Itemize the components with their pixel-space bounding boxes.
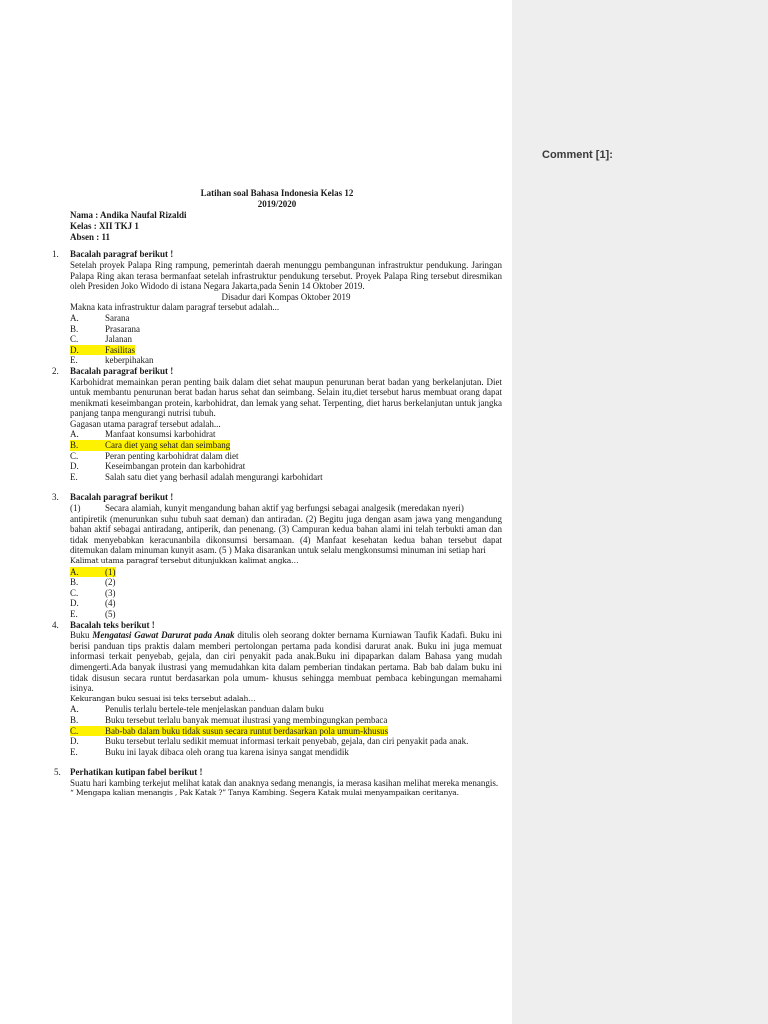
option-letter: A. <box>70 704 79 715</box>
option-text: (2) <box>105 577 116 588</box>
option-letter: C. <box>70 450 79 461</box>
document-body <box>52 188 502 799</box>
answer-option <box>70 313 502 324</box>
option-letter: E. <box>70 355 78 366</box>
question-heading: Bacalah teks berikut ! <box>70 619 155 630</box>
option-text: (4) <box>105 598 116 609</box>
question-3 <box>52 492 502 619</box>
highlighted-answer <box>70 345 135 356</box>
answer-option <box>70 726 502 737</box>
question-paragraph: Karbohidrat memainkan peran penting baik dalam diet sehat maupun penurunan berat badan yang berkelanjutan. Diet untuk membantu penurunan berat badan harus sehat dan seimbang. Selain itu,diet tersebut harus membuat orang dapat menikmati keseimbangan protein, karbohidrat, dan lemak yang sehat. Terpenting, diet harus berkelanjutan untuk jangka panjang tanpa mengurangi nutrisi tubuh. <box>70 376 502 419</box>
highlighted-answer <box>70 567 116 578</box>
option-text: Cara diet yang sehat dan seimbang <box>105 440 231 451</box>
answer-option <box>70 588 502 599</box>
option-letter: B. <box>70 440 79 451</box>
option-letter: D. <box>70 598 79 609</box>
answer-option <box>70 704 502 715</box>
option-text: Penulis terlalu bertele-tele menjelaskan panduan dalam buku <box>105 704 324 715</box>
answer-option <box>70 609 502 620</box>
paragraph-rest: ditulis oleh seorang dokter bernama Kurniawan Taufik Kadafi. Buku ini berisi panduan tips praktis dalam memberi pertolongan pertama pada kondisi darurat anak. Buku ini juga memuat informasi terkait penyebab, gejala, dan ciri penyakit pada anak.Buku ini dipaparkan dalam Bahasa yang mudah dimengerti.Ada banyak ilustrasi yang memudahkan kita dalam pemberian tindakan pertama. Bab bab dalam buku ini tidak disusun secara runtut berdasarkan pola umum- khusus sehingga membuat pembaca kebingungan memahami isinya. <box>70 630 502 694</box>
question-number: 2. <box>52 365 59 376</box>
option-text: (1) <box>105 566 116 577</box>
highlighted-answer <box>70 440 230 451</box>
answer-option <box>70 440 502 451</box>
option-letter: B. <box>70 323 79 334</box>
option-list <box>70 429 502 482</box>
option-letter: D. <box>70 344 79 355</box>
fable-quote: “ Mengapa kalian menangis , Pak Katak ?” Tanya Kambing. Segera Katak mulai menyampaikan ceritanya. <box>70 788 459 798</box>
question-prompt: Makna kata infrastruktur dalam paragraf tersebut adalah... <box>70 302 280 313</box>
answer-option <box>70 345 502 356</box>
option-text: Buku ini layak dibaca oleh orang tua karena isinya sangat mendidik <box>105 746 349 757</box>
sentence-text: Secara alamiah, kunyit mengandung bahan aktif yag berfungsi sebagai analgesik (meredakan nyeri) <box>105 503 464 514</box>
question-prompt: Kalimat utama paragraf tersebut ditunjukkan kalimat angka… <box>70 556 299 566</box>
question-number: 4. <box>52 619 59 630</box>
question-4 <box>52 620 502 758</box>
question-heading: Bacalah paragraf berikut ! <box>70 492 174 503</box>
option-text: Sarana <box>105 312 130 323</box>
student-info <box>52 210 502 242</box>
comment-pane <box>512 0 768 1024</box>
option-letter: D. <box>70 461 79 472</box>
question-paragraph: antipiretik (menurunkan suhu tubuh saat deman) dan antiradan. (2) Begitu juga dengan asam jawa yang mengandung bahan aktif sebagai antiradang, antiperik, dan penenang. (3) Campuran kedua bahan alami ini telah terbukti aman dan tidak menyebabkan keracunanbila dikonsumsi bersamaan. (4) Manfaat kesehatan kedua bahan tersebut dapat ditemukan dalam minuman kunyit asam. (5 ) Maka disarankan untuk selalu mengkonsumsi minuman ini setiap hari <box>70 513 502 556</box>
answer-option <box>70 334 502 345</box>
student-name: Nama : Andika Naufal Rizaldi <box>70 210 187 220</box>
question-heading: Perhatikan kutipan fabel berikut ! <box>70 767 203 778</box>
highlighted-answer <box>70 726 388 737</box>
option-letter: C. <box>70 587 79 598</box>
question-number: 3. <box>52 492 59 503</box>
question-heading: Bacalah paragraf berikut ! <box>70 249 174 260</box>
answer-option <box>70 429 502 440</box>
comment-title: Comment [1]: <box>542 149 613 161</box>
doc-year: 2019/2020 <box>257 198 297 209</box>
question-paragraph <box>70 630 502 694</box>
question-number: 5. <box>54 767 61 778</box>
option-letter: A. <box>70 312 79 323</box>
option-text: keberpihakan <box>105 355 154 366</box>
option-text: Jalanan <box>105 334 132 345</box>
option-text: Bab-bab dalam buku tidak susun secara runtut berdasarkan pola umum-khusus <box>105 725 389 736</box>
option-text: Prasarana <box>105 323 140 334</box>
option-list <box>70 567 502 620</box>
book-title: Mengatasi Gawat Darurat pada Anak <box>92 630 235 641</box>
option-list <box>70 704 502 757</box>
student-absen: Absen : 11 <box>70 231 111 242</box>
student-class: Kelas : XII TKJ 1 <box>70 220 139 231</box>
question-paragraph: Suatu hari kambing terkejut melihat katak dan anaknya sedang menangis, ia merasa kasihan melihat mereka menangis. <box>70 777 499 788</box>
question-1 <box>52 249 502 366</box>
option-letter: D. <box>70 736 79 747</box>
answer-option <box>70 736 502 747</box>
answer-option <box>70 598 502 609</box>
option-letter: A. <box>70 566 79 577</box>
question-5 <box>52 767 502 799</box>
sentence-one-line <box>70 503 502 514</box>
doc-title: Latihan soal Bahasa Indonesia Kelas 12 <box>200 188 354 198</box>
question-prompt: Gagasan utama paragraf tersebut adalah... <box>70 418 221 429</box>
option-letter: A. <box>70 429 79 440</box>
option-letter: C. <box>70 334 79 345</box>
source-line: Disadur dari Kompas Oktober 2019 <box>221 291 351 302</box>
answer-option <box>70 715 502 726</box>
option-letter: B. <box>70 577 79 588</box>
answer-option <box>70 451 502 462</box>
sentence-number: (1) <box>70 503 81 514</box>
answer-option <box>70 577 502 588</box>
option-letter: E. <box>70 746 78 757</box>
answer-option <box>70 472 502 483</box>
question-paragraph: Setelah proyek Palapa Ring rampung, pemerintah daerah menunggu pembangunan infrastruktur pendukung. Jaringan Palapa Ring akan terasa bermanfaat setelah infrastruktur pendukung tersebut. Proyek Palapa Ring tersebut diresmikan oleh Presiden Joko Widodo di istana Negara Jakarta,pada Senin 14 Oktober 2019. <box>70 259 502 292</box>
option-text: (5) <box>105 608 116 619</box>
option-text: (3) <box>105 587 116 598</box>
option-text: Salah satu diet yang berhasil adalah mengurangi karbohidart <box>105 471 323 482</box>
option-list <box>70 313 502 366</box>
option-letter: C. <box>70 725 79 736</box>
option-text: Fasilitas <box>105 344 136 355</box>
question-number: 1. <box>52 249 59 260</box>
option-letter: E. <box>70 608 78 619</box>
question-2 <box>52 366 502 483</box>
question-heading: Bacalah paragraf berikut ! <box>70 365 174 376</box>
option-letter: E. <box>70 471 78 482</box>
question-prompt: Kekurangan buku sesuai isi teks tersebut adalah… <box>70 693 256 703</box>
option-text: Buku tersebut terlalu sedikit memuat informasi terkait penyebab, gejala, dan ciri penyakit pada anak. <box>105 736 469 747</box>
answer-option <box>70 461 502 472</box>
option-letter: B. <box>70 714 79 725</box>
option-text: Buku tersebut terlalu banyak memuat ilustrasi yang membingungkan pembaca <box>105 714 388 725</box>
paragraph-prefix: Buku <box>70 630 93 641</box>
option-text: Manfaat konsumsi karbohidrat <box>105 429 216 440</box>
answer-option <box>70 324 502 335</box>
answer-option <box>70 355 502 366</box>
option-text: Peran penting karbohidrat dalam diet <box>105 450 239 461</box>
answer-option <box>70 567 502 578</box>
option-text: Keseimbangan protein dan karbohidrat <box>105 461 246 472</box>
answer-option <box>70 747 502 758</box>
